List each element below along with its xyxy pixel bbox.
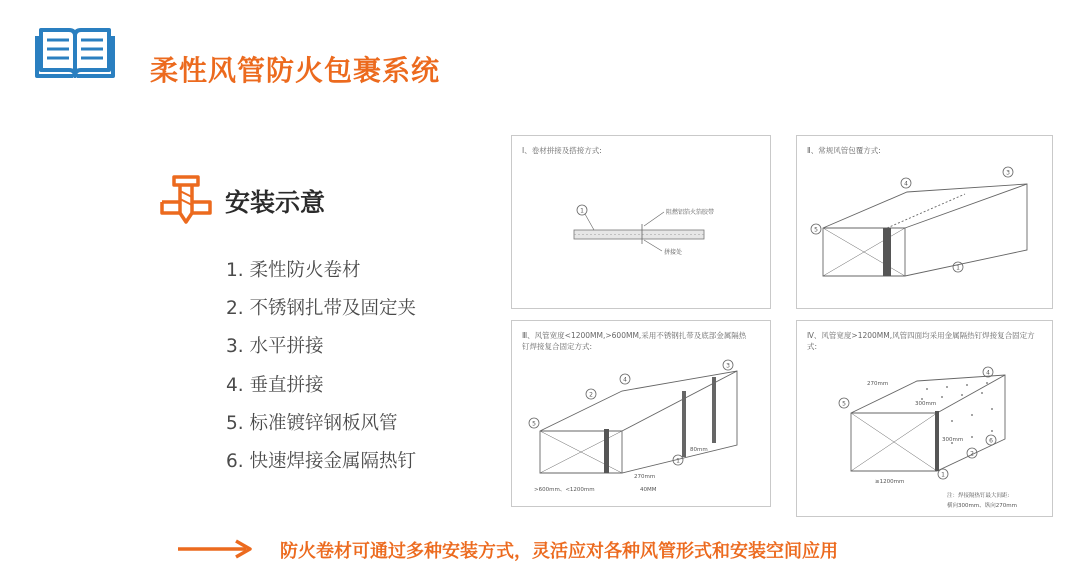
- seam-diagram: [512, 136, 770, 308]
- dim-300-top: 300mm: [915, 401, 937, 407]
- callout-5: 5: [532, 420, 536, 428]
- width-range: >600mm、<1200mm: [534, 487, 595, 493]
- glue-label: 阻燃铝箔火箔胶带: [666, 209, 715, 216]
- list-item: 3. 水平拼接: [226, 336, 324, 358]
- section-title: 安装示意: [225, 188, 326, 217]
- callout-4: 4: [986, 369, 990, 377]
- diagram-panel-1: [511, 135, 771, 309]
- seam-label: 拼接处: [664, 249, 683, 256]
- list-item: 5. 标准镀锌钢板风管: [226, 412, 398, 434]
- diagram-panel-4: [796, 320, 1053, 517]
- component-list: [226, 252, 416, 481]
- panel-caption: Ⅳ、风管宽度>1200MM,风管四面均采用金属隔热钉焊接复合固定方式:: [807, 331, 1035, 351]
- callout-2: 2: [589, 391, 593, 399]
- callout-6: 6: [989, 437, 993, 445]
- callout-5: 5: [814, 226, 818, 234]
- panel-caption: Ⅱ、常规风管包覆方式:: [807, 146, 881, 155]
- callout-3: 3: [1006, 169, 1010, 177]
- list-item: 4. 垂直拼接: [226, 374, 324, 396]
- diagram-panel-3: [511, 320, 771, 507]
- duct-strap-diagram: [512, 321, 770, 506]
- list-item: 2. 不锈钢扎带及固定夹: [226, 298, 417, 320]
- dim-270: 270mm: [867, 381, 889, 387]
- nail-icon: [160, 175, 212, 225]
- callout-1: 1: [956, 264, 960, 272]
- page-title: 柔性风管防火包裹系统: [150, 54, 441, 87]
- list-item: 1. 柔性防火卷材: [226, 260, 361, 281]
- callout-1: 1: [941, 471, 945, 479]
- panel-caption: Ⅰ、卷材拼接及搭接方式:: [522, 146, 602, 155]
- dim-300-side: 300mm: [942, 437, 964, 443]
- duct-wrap-diagram: [797, 136, 1052, 308]
- diagram-panel-2: [796, 135, 1053, 309]
- width-min: ≥1200mm: [875, 479, 905, 485]
- note-line-2: 横向300mm、纵向270mm: [947, 503, 1017, 509]
- arrow-right-icon: [176, 538, 256, 560]
- duct-pin-diagram: [797, 321, 1052, 516]
- callout-1: 1: [580, 207, 584, 215]
- callout-3: 3: [726, 362, 730, 370]
- note-line-1: 注：焊接隔热钉最大间距:: [947, 493, 1010, 499]
- panel-caption: Ⅲ、风管宽度<1200MM,>600MM,采用不锈钢扎带及底部金属隔热钉焊接复合固定方式:: [522, 331, 747, 351]
- callout-2: 2: [970, 450, 974, 458]
- list-item: 6. 快速焊接金属隔热钉: [226, 450, 417, 472]
- dim-270: 270mm: [634, 474, 656, 480]
- callout-1: 1: [676, 457, 680, 465]
- callout-4: 4: [623, 376, 627, 384]
- footer-text: 防火卷材可通过多种安装方式，灵活应对各种风管形式和安装空间应用: [280, 541, 838, 562]
- callout-5: 5: [842, 400, 846, 408]
- book-icon: [35, 20, 115, 80]
- callout-4: 4: [904, 180, 908, 188]
- dim-40: 40MM: [640, 487, 657, 493]
- dim-80: 80mm: [690, 447, 708, 453]
